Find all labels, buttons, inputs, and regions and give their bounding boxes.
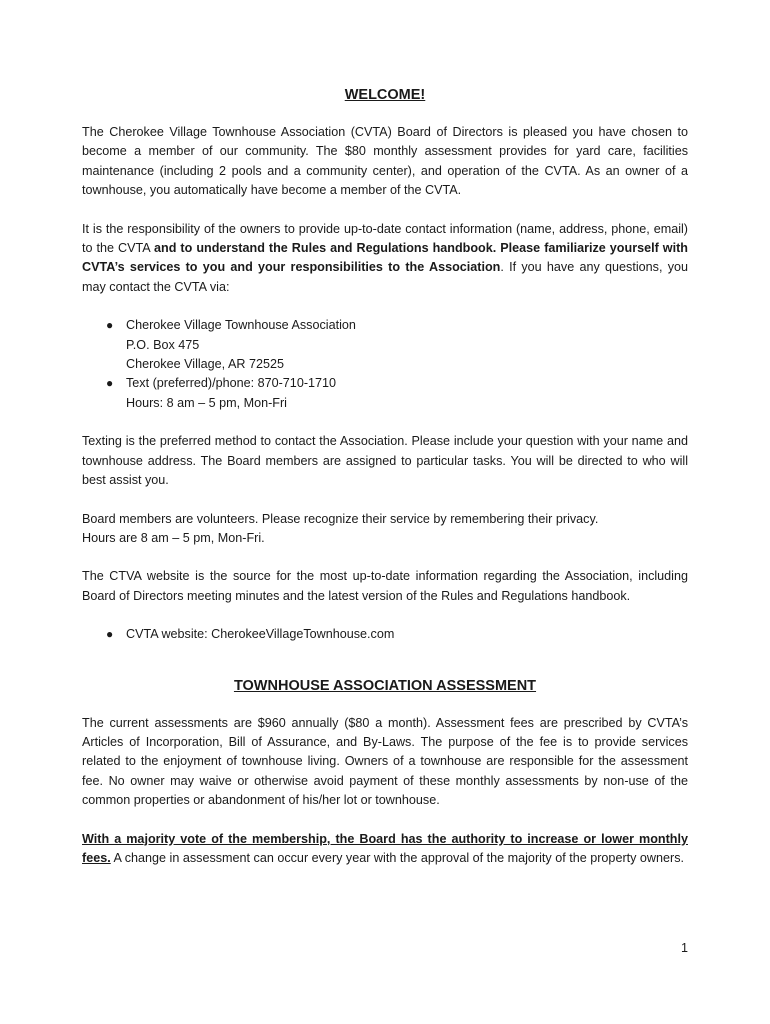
list-item xyxy=(106,625,688,644)
welcome-paragraph-3: Texting is the preferred method to contact the Association. Please include your question with your name and townhouse address. The Board members are assigned to particular tasks. You will be directed to who will best assist you. xyxy=(82,434,688,488)
paragraph-2-bold-text: and to understand the Rules and Regulations handbook. Please familiarize yourself with CVTA’s services to you and your responsibilities to the Association xyxy=(82,241,688,275)
paragraph-2-text-end: . If you have any questions, you may contact the CVTA via: xyxy=(82,260,688,294)
contact-line: Cherokee Village Townhouse Association xyxy=(126,318,356,333)
assessment-paragraph-1: The current assessments are $960 annually ($80 a month). Assessment fees are prescribed by CVTA’s Articles of Incorporation, Bill of Assurance, and By-Laws. The purpose of the fee is to provide services related to the enjoyment of townhouse living. Owners of a townhouse are responsible for the assessment fee. No owner may waive or otherwise avoid payment of these monthly assessments by non-use of the common properties or abandonment of his/her lot or townhouse. xyxy=(82,715,688,808)
contact-list xyxy=(82,316,688,413)
paragraph-2-text: It is the responsibility of the owners to provide up-to-date contact information (name, address, phone, email) to the CVTA xyxy=(82,221,688,256)
list-item xyxy=(106,316,688,374)
contact-line: Hours: 8 am – 5 pm, Mon-Fri xyxy=(126,395,287,410)
welcome-paragraph-1: The Cherokee Village Townhouse Association (CVTA) Board of Directors is pleased you have chosen to become a member of our community. The $80 monthly assessment provides for yard care, facilities maintenance (including 2 pools and a community center), and operation of the CVTA. As an owner of a townhouse, you automatically have become a member of the CVTA. xyxy=(82,125,688,198)
website-list xyxy=(82,625,688,644)
contact-line: Cherokee Village, AR 72525 xyxy=(126,357,284,372)
assessment-text: A change in assessment can occur every year with the approval of the majority of the property owners. xyxy=(110,850,685,865)
paragraph-4-line-2: Hours are 8 am – 5 pm, Mon-Fri. xyxy=(82,530,265,545)
list-item xyxy=(106,374,688,413)
page-number: 1 xyxy=(680,941,688,955)
assessment-heading: TOWNHOUSE ASSOCIATION ASSESSMENT xyxy=(233,677,537,694)
welcome-heading: WELCOME! xyxy=(344,87,426,103)
contact-line: P.O. Box 475 xyxy=(126,337,200,352)
website-link-text: CVTA website: CherokeeVillageTownhouse.com xyxy=(126,627,395,642)
welcome-paragraph-4 xyxy=(82,510,688,549)
welcome-paragraph-2 xyxy=(82,220,688,298)
contact-line: Text (preferred)/phone: 870-710-1710 xyxy=(126,376,337,391)
bullet-icon: ● xyxy=(106,627,114,642)
welcome-paragraph-5: The CTVA website is the source for the most up-to-date information regarding the Association, including Board of Directors meeting minutes and the latest version of the Rules and Regulations handbook. xyxy=(82,569,688,603)
assessment-paragraph-2 xyxy=(82,830,688,869)
bullet-icon: ● xyxy=(106,318,114,333)
page-content xyxy=(82,84,688,868)
paragraph-4-line-1: Board members are volunteers. Please recognize their service by remembering their privacy. xyxy=(82,511,599,526)
bullet-icon: ● xyxy=(106,376,114,391)
assessment-bold-text: With a majority vote of the membership, the Board has the authority to increase or lower monthly fees. xyxy=(82,831,688,865)
